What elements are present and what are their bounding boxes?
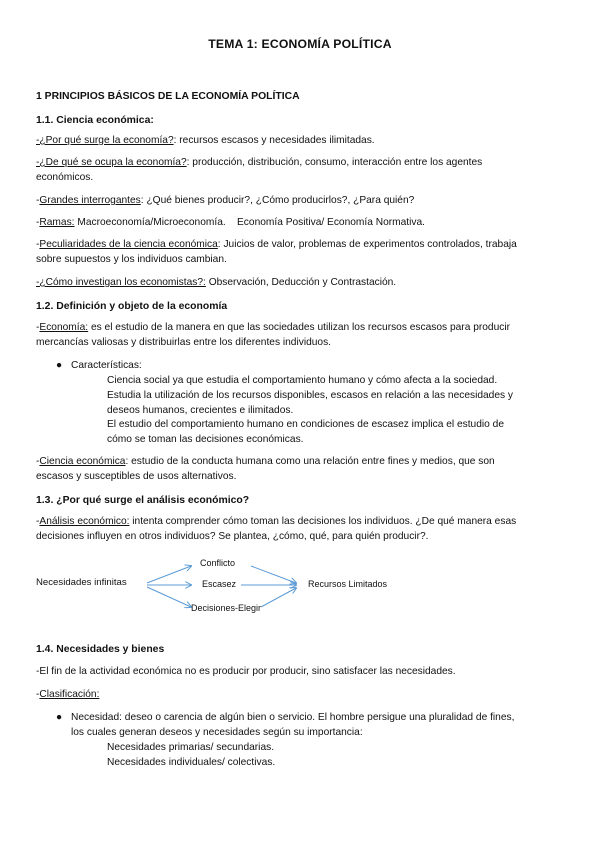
term-text: es el estudio de la manera en que las sociedades utilizan los recursos escasos para producir	[88, 322, 510, 333]
paragraph-ramas: -Ramas: Macroeconomía/Microeconomía. Economía Positiva/ Economía Normativa.	[36, 217, 425, 228]
caracteristica-line: Ciencia social ya que estudia el comportamiento humano y cómo afecta a la sociedad.	[107, 375, 498, 386]
paragraph-ciencia-economica: -Ciencia económica: estudio de la conducta humana como una relación entre fines y medios, que son escasos y susceptibles de usos alternativos.	[36, 456, 495, 482]
term-label: Ciencia económica	[39, 456, 126, 467]
diagram-label-right: Recursos Limitados	[308, 579, 388, 589]
term-text: : estudio de la conducta humana como una relación entre fines y medios, que son	[125, 456, 495, 467]
term-text: : Juicios de valor, problemas de experimentos controlados, trabaja	[217, 239, 517, 250]
arrow-to-conflicto	[147, 566, 191, 583]
term-label: Clasificación:	[39, 689, 100, 700]
paragraph-fin-actividad: -El fin de la actividad económica no es producir por producir, sino satisfacer las necesidades.	[36, 666, 456, 677]
answer-text: Observación, Deducción y Contrastación.	[205, 277, 397, 288]
flow-diagram	[36, 555, 436, 620]
term-text: Macroeconomía/Microeconomía. Economía Positiva/ Economía Normativa.	[74, 217, 425, 228]
necesidad-type-line: Necesidades individuales/ colectivas.	[107, 756, 276, 768]
section-1-1-heading: 1.1. Ciencia económica:	[36, 115, 154, 126]
term-text: mercancías valiosas y distribuirlas entre los diferentes individuos.	[36, 336, 332, 348]
section-1-4-heading: 1.4. Necesidades y bienes	[36, 644, 165, 655]
term-label: Economía:	[39, 322, 89, 333]
arrow-to-decisiones	[147, 587, 191, 607]
bullet-text: Necesidad: deseo o carencia de algún bien o servicio. El hombre persigue una pluralidad de fines,	[71, 712, 515, 723]
term-text: sobre supuestos y los individuos cambian.	[36, 253, 227, 265]
diagram-label-bottom: Decisiones-Elegir	[191, 603, 262, 613]
diagram-label-middle: Escasez	[202, 579, 237, 589]
term-text: intenta comprender cómo toman las decisiones los individuos. ¿De qué manera esas	[129, 516, 517, 527]
arrow-from-decisiones	[261, 588, 296, 607]
paragraph-why-economy	[36, 134, 566, 149]
bullet-necesidad	[56, 711, 566, 741]
question-label: -¿De qué se ocupa la economía?	[36, 157, 187, 168]
answer-text: : producción, distribución, consumo, interacción entre los agentes	[186, 157, 483, 168]
question-label: -¿Por qué surge la economía?	[36, 135, 174, 146]
diagram-label-top: Conflicto	[200, 558, 236, 568]
caracteristica-line: deseos humanos, crecientes e ilimitados.	[107, 404, 294, 416]
bullet-dot-icon: ●	[56, 712, 63, 723]
bullet-caracteristicas	[56, 359, 566, 374]
caracteristica-line: El estudio del comportamiento humano en condiciones de escasez implica el estudio de	[107, 419, 504, 431]
arrow-from-conflicto	[251, 566, 296, 583]
document-title: TEMA 1: ECONOMÍA POLÍTICA	[208, 37, 392, 51]
diagram-label-left: Necesidades infinitas	[36, 577, 127, 588]
question-label: -¿Cómo investigan los economistas?:	[36, 277, 206, 288]
answer-text: económicos.	[36, 171, 94, 183]
section-1-heading: 1 PRINCIPIOS BÁSICOS DE LA ECONOMÍA POLÍTICA	[36, 91, 300, 102]
bullet-text: los cuales generan deseos y necesidades según su importancia:	[71, 726, 363, 738]
section-1-3-heading: 1.3. ¿Por qué surge el análisis económico?	[36, 495, 250, 506]
bullet-label: Características:	[71, 360, 142, 371]
necesidades-list	[107, 741, 567, 771]
section-1-2-heading: 1.2. Definición y objeto de la economía	[36, 301, 228, 312]
caracteristica-line: cómo se toman las decisiones económicas.	[107, 434, 304, 446]
term-label: Ramas:	[39, 217, 75, 228]
bullet-dot-icon: ●	[56, 360, 63, 371]
term-text: : ¿Qué bienes producir?, ¿Cómo producirlos?, ¿Para quién?	[140, 195, 415, 206]
term-text: escasos y susceptibles de usos alternativos.	[36, 470, 237, 482]
necesidad-type-line: Necesidades primarias/ secundarias.	[107, 742, 275, 753]
paragraph-analisis: -Análisis económico: intenta comprender cómo toman las decisiones los individuos. ¿De qué manera esas decisiones influyen en otros individuos? Se plantea, ¿cómo, qué, para quién producir?.	[36, 516, 517, 542]
term-label: Peculiaridades de la ciencia económica	[39, 239, 218, 250]
caracteristica-line: Estudia la utilización de los recursos disponibles, escasos en relación a las necesidades y	[107, 389, 514, 401]
paragraph-investigan	[36, 276, 566, 291]
paragraph-grandes-interrogantes: -Grandes interrogantes: ¿Qué bienes producir?, ¿Cómo producirlos?, ¿Para quién?	[36, 195, 415, 206]
paragraph-clasificacion: -Clasificación:	[36, 689, 100, 700]
paragraph-what-economy	[36, 156, 566, 186]
term-label: Grandes interrogantes	[39, 195, 141, 206]
paragraph-peculiaridades: -Peculiaridades de la ciencia económica: Juicios de valor, problemas de experimentos controlados, trabaja sobre supuestos y los individuos cambian.	[36, 239, 517, 265]
term-label: Análisis económico:	[39, 516, 130, 527]
answer-text: : recursos escasos y necesidades ilimitadas.	[173, 135, 375, 146]
caracteristicas-list	[107, 374, 567, 448]
term-text: decisiones influyen en otros individuos? Se plantea, ¿cómo, qué, para quién producir?.	[36, 530, 429, 542]
paragraph-economia-definition: -Economía: es el estudio de la manera en que las sociedades utilizan los recursos escasos para producir mercancías valiosas y distribuirlas entre los diferentes individuos.	[36, 322, 510, 348]
